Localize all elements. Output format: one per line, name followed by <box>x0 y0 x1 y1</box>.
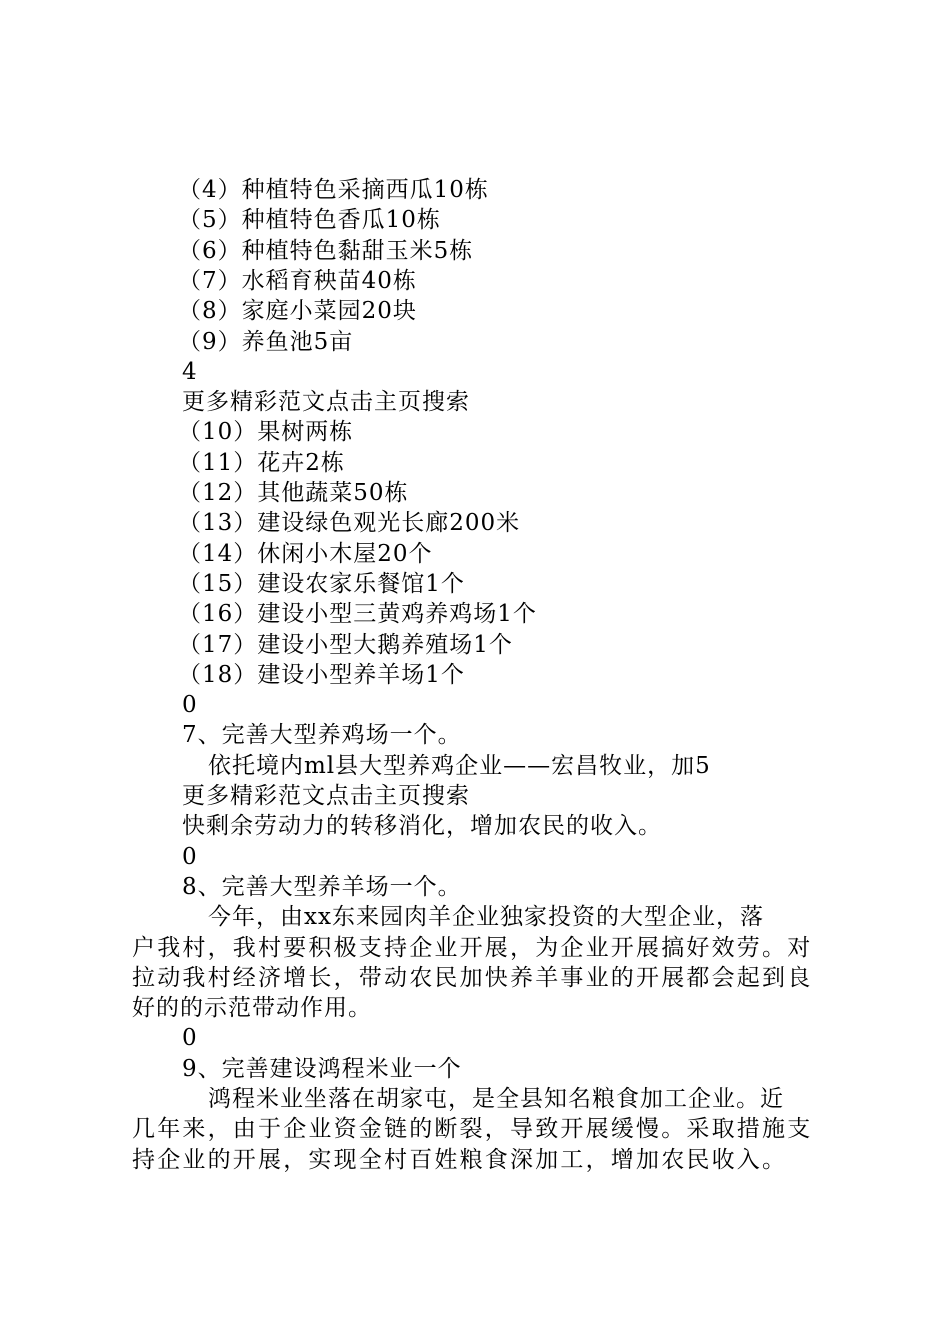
text-line: 依托境内ml县大型养鸡企业——宏昌牧业，加5 <box>208 752 711 779</box>
text-line: （14）休闲小木屋20个 <box>178 540 433 567</box>
text-line: 快剩余劳动力的转移消化，增加农民的收入。 <box>182 813 662 840</box>
text-line: （12）其他蔬菜50栋 <box>178 480 409 506</box>
text-line: 更多精彩范文点击主页搜索 <box>182 389 470 416</box>
text-line: （7）水稻育秧苗40栋 <box>178 267 417 294</box>
text-line: （17）建设小型大鹅养殖场1个 <box>178 631 513 658</box>
text-line: （11）花卉2栋 <box>178 449 345 476</box>
text-line: （16）建设小型三黄鸡养鸡场1个 <box>178 601 537 628</box>
text-line: 0 <box>182 843 198 870</box>
text-line: （5）种植特色香瓜10栋 <box>178 207 441 234</box>
text-line: （9）养鱼池5亩 <box>178 328 354 355</box>
text-line: （4）种植特色采摘西瓜10栋 <box>178 177 489 203</box>
text-line: 0 <box>182 692 198 719</box>
text-line: （10）果树两栋 <box>178 419 354 446</box>
text-line: 更多精彩范文点击主页搜索 <box>182 783 470 809</box>
text-line: （8）家庭小菜园20块 <box>178 298 417 325</box>
text-line: 7、完善大型养鸡场一个。 <box>182 722 462 749</box>
text-line: 今年，由xx东来园肉羊企业独家投资的大型企业，落 <box>208 904 764 931</box>
text-line: 鸿程米业坐落在胡家屯，是全县知名粮食加工企业。近 <box>208 1086 784 1112</box>
text-line: 拉动我村经济增长，带动农民加快养羊事业的开展都会起到良 <box>132 964 813 991</box>
text-line: 户我村，我村要积极支持企业开展，为企业开展搞好效劳。对 <box>132 934 813 961</box>
text-line: 持企业的开展，实现全村百姓粮食深加工，增加农民收入。 <box>132 1146 788 1173</box>
text-line: 9、完善建设鸿程米业一个 <box>182 1055 462 1082</box>
text-line: （6）种植特色黏甜玉米5栋 <box>178 237 474 264</box>
text-line: 4 <box>182 358 198 385</box>
text-line: 8、完善大型养羊场一个。 <box>182 873 462 900</box>
text-line: （15）建设农家乐餐馆1个 <box>178 570 465 597</box>
text-line: （18）建设小型养羊场1个 <box>178 661 465 688</box>
text-line: （13）建设绿色观光长廊200米 <box>178 510 521 537</box>
text-line: 好的的示范带动作用。 <box>132 995 372 1022</box>
text-line: 几年来，由于企业资金链的断裂，导致开展缓慢。采取措施支 <box>132 1116 813 1143</box>
text-line: 0 <box>182 1025 198 1052</box>
